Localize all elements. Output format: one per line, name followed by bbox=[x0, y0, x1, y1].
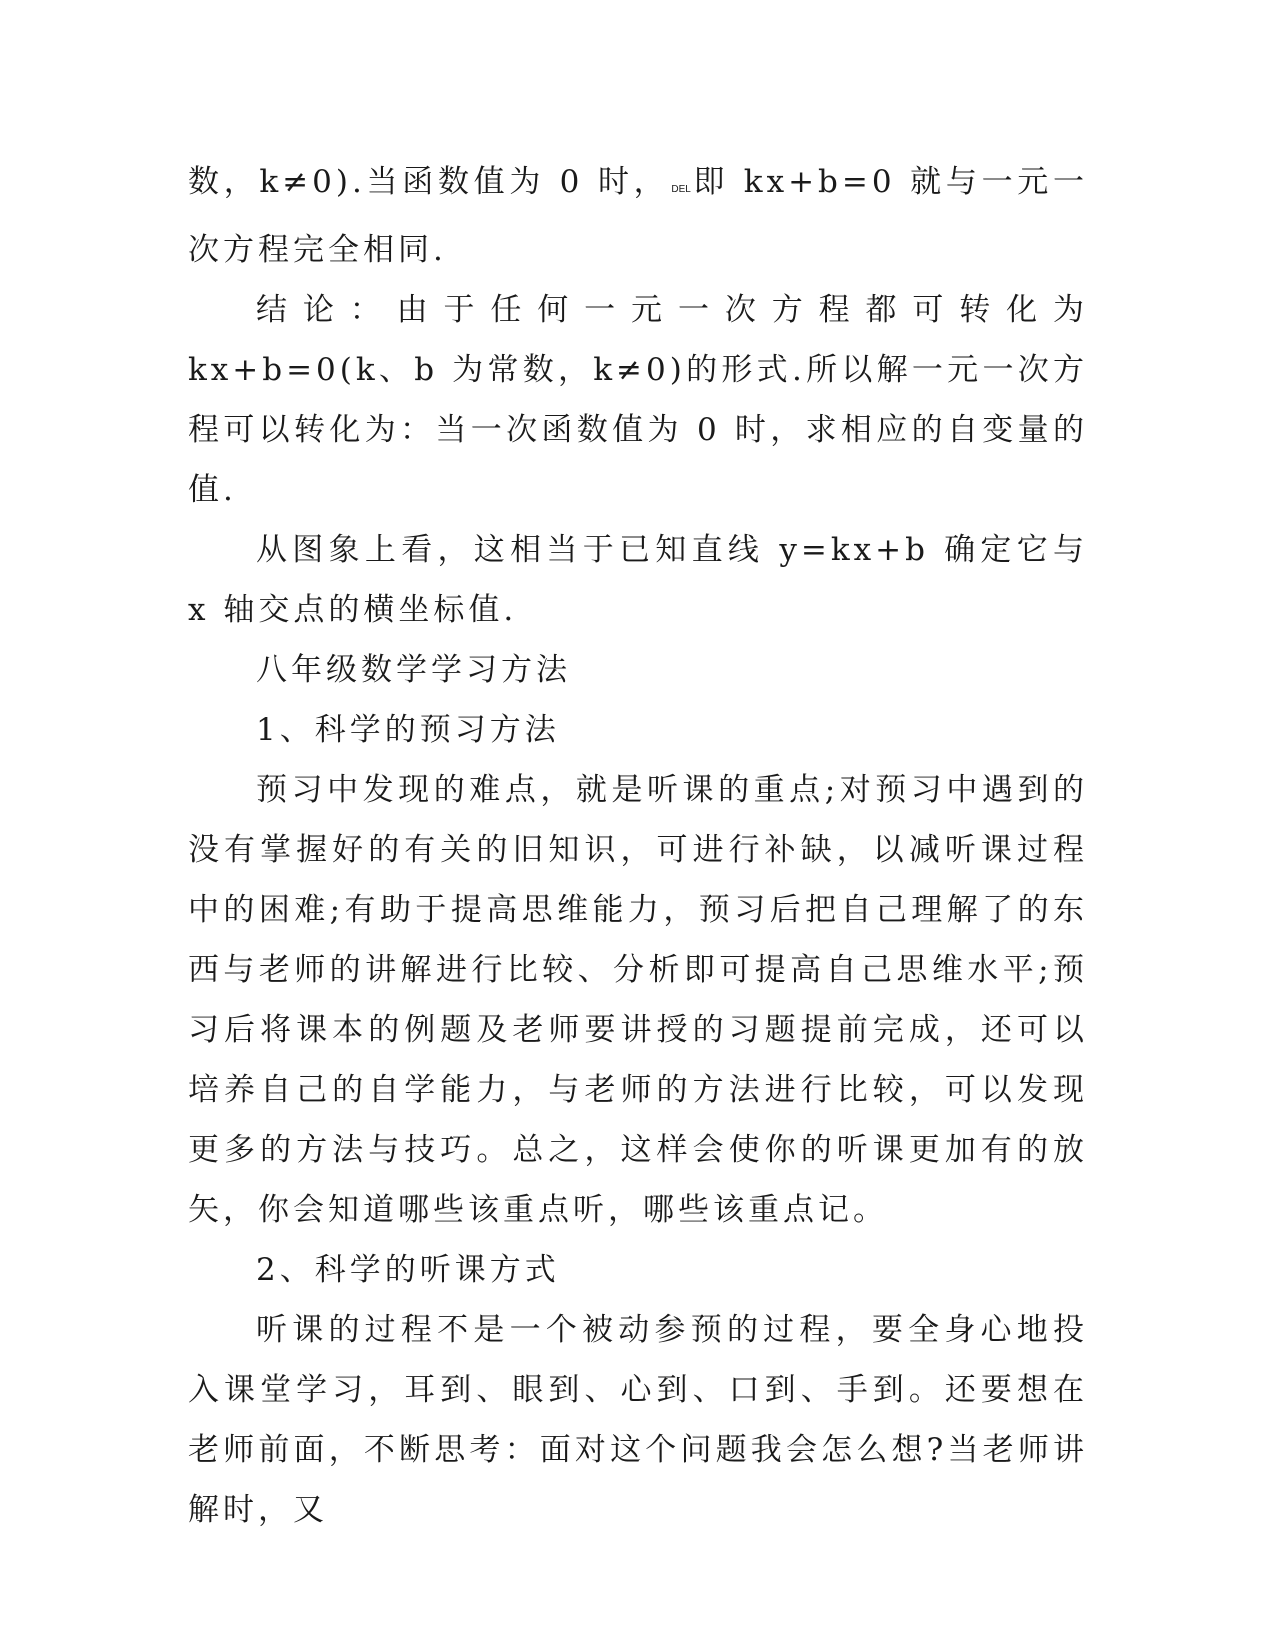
paragraph-continuation bbox=[188, 152, 1088, 280]
paragraph-text-part: 数，k≠0).当函数值为 0 时， bbox=[188, 164, 670, 200]
paragraph-graph-view: 从图象上看，这相当于已知直线 y=kx+b 确定它与 x 轴交点的横坐标值. bbox=[188, 532, 1088, 628]
section-title: 八年级数学学习方法 bbox=[256, 652, 571, 688]
paragraph-text-part: 即 kx+b=0 就与一元一次方程完全相同. bbox=[188, 164, 1088, 268]
subsection-title-preview: 1、科学的预习方法 bbox=[256, 712, 560, 748]
paragraph-preview-method: 预习中发现的难点，就是听课的重点;对预习中遇到的没有掌握好的有关的旧知识，可进行补缺，以减听课过程中的困难;有助于提高思维能力，预习后把自己理解了的东西与老师的讲解进行比较、分析即可提高自己思维水平;预习后将课本的例题及老师要讲授的习题提前完成，还可以培养自己的自学能力，与老师的方法进行比较，可以发现更多的方法与技巧。总之，这样会使你的听课更加有的放矢，你会知道哪些该重点听，哪些该重点记。 bbox=[188, 772, 1088, 1228]
paragraph-conclusion: 结论：由于任何一元一次方程都可转化为 kx+b=0(k、b 为常数，k≠0)的形式.所以解一元一次方程可以转化为：当一次函数值为 0 时，求相应的自变量的值. bbox=[188, 292, 1088, 508]
subsection-title-listening: 2、科学的听课方式 bbox=[256, 1252, 560, 1288]
document-body bbox=[188, 152, 1088, 1540]
paragraph-listening-method: 听课的过程不是一个被动参预的过程，要全身心地投入课堂学习，耳到、眼到、心到、口到、手到。还要想在老师前面，不断思考：面对这个问题我会怎么想?当老师讲解时，又 bbox=[188, 1312, 1088, 1528]
del-marker: DEL bbox=[671, 184, 691, 195]
